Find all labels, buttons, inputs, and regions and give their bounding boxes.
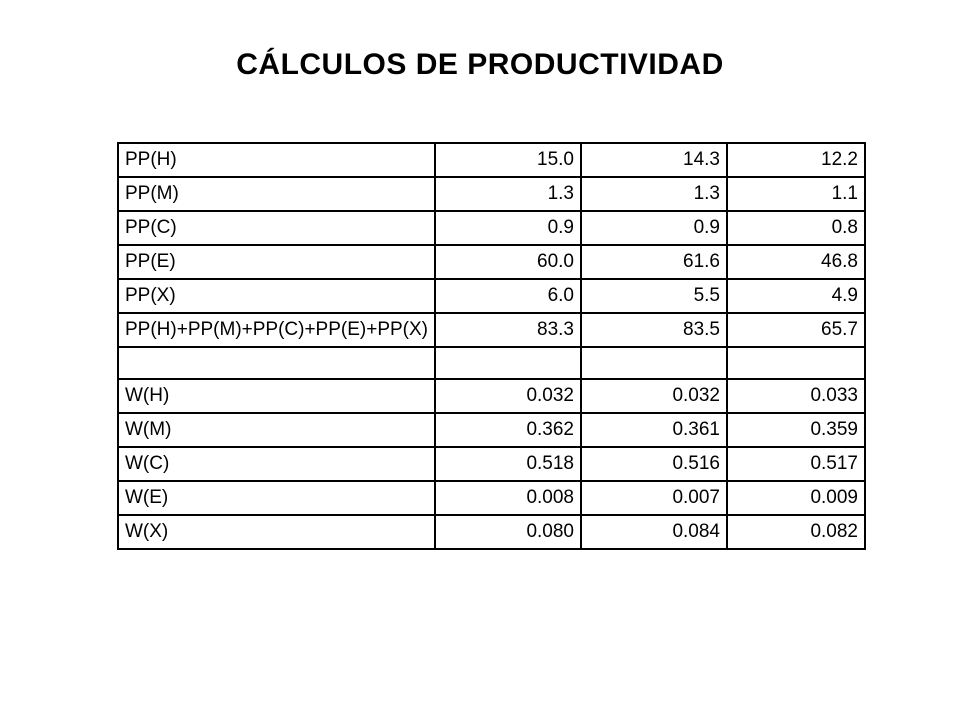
table-cell: 12.2 [727,143,865,177]
row-label: W(E) [118,481,435,515]
table-cell: 0.9 [581,211,727,245]
table-row [118,413,865,447]
table-row-empty [118,347,865,379]
table-cell: 14.3 [581,143,727,177]
table-cell: 0.007 [581,481,727,515]
table-cell: 46.8 [727,245,865,279]
row-label: PP(X) [118,279,435,313]
table-cell: 1.3 [435,177,581,211]
table-cell: 83.5 [581,313,727,347]
table-cell: 0.517 [727,447,865,481]
row-label: PP(H) [118,143,435,177]
table-cell [581,347,727,379]
table-row [118,447,865,481]
row-label [118,347,435,379]
table-row [118,177,865,211]
table-cell: 0.032 [581,379,727,413]
row-label: PP(C) [118,211,435,245]
table-cell: 0.518 [435,447,581,481]
table-cell: 0.084 [581,515,727,549]
row-label: W(M) [118,413,435,447]
table-cell: 1.1 [727,177,865,211]
table-row [118,143,865,177]
table-cell: 0.033 [727,379,865,413]
table-cell: 0.032 [435,379,581,413]
table-cell: 0.8 [727,211,865,245]
table-row [118,313,865,347]
table-cell: 0.082 [727,515,865,549]
table-cell: 83.3 [435,313,581,347]
table-row [118,481,865,515]
table-cell [435,347,581,379]
table-cell [727,347,865,379]
table-cell: 0.362 [435,413,581,447]
table-cell: 0.359 [727,413,865,447]
table-cell: 15.0 [435,143,581,177]
row-label: PP(H)+PP(M)+PP(C)+PP(E)+PP(X) [118,313,435,347]
table-row [118,279,865,313]
table-cell: 0.009 [727,481,865,515]
table-cell: 0.361 [581,413,727,447]
table-row [118,379,865,413]
table-cell: 0.080 [435,515,581,549]
table-row [118,245,865,279]
page-title: CÁLCULOS DE PRODUCTIVIDAD [236,48,724,81]
table-cell: 61.6 [581,245,727,279]
table-cell: 0.9 [435,211,581,245]
row-label: PP(E) [118,245,435,279]
table-cell: 5.5 [581,279,727,313]
row-label: W(C) [118,447,435,481]
table-cell: 4.9 [727,279,865,313]
table-cell: 65.7 [727,313,865,347]
table-cell: 6.0 [435,279,581,313]
table-row [118,211,865,245]
table-cell: 60.0 [435,245,581,279]
table-row [118,515,865,549]
row-label: W(X) [118,515,435,549]
productivity-table [117,142,866,550]
table-cell: 0.516 [581,447,727,481]
row-label: PP(M) [118,177,435,211]
table-cell: 1.3 [581,177,727,211]
row-label: W(H) [118,379,435,413]
table-cell: 0.008 [435,481,581,515]
